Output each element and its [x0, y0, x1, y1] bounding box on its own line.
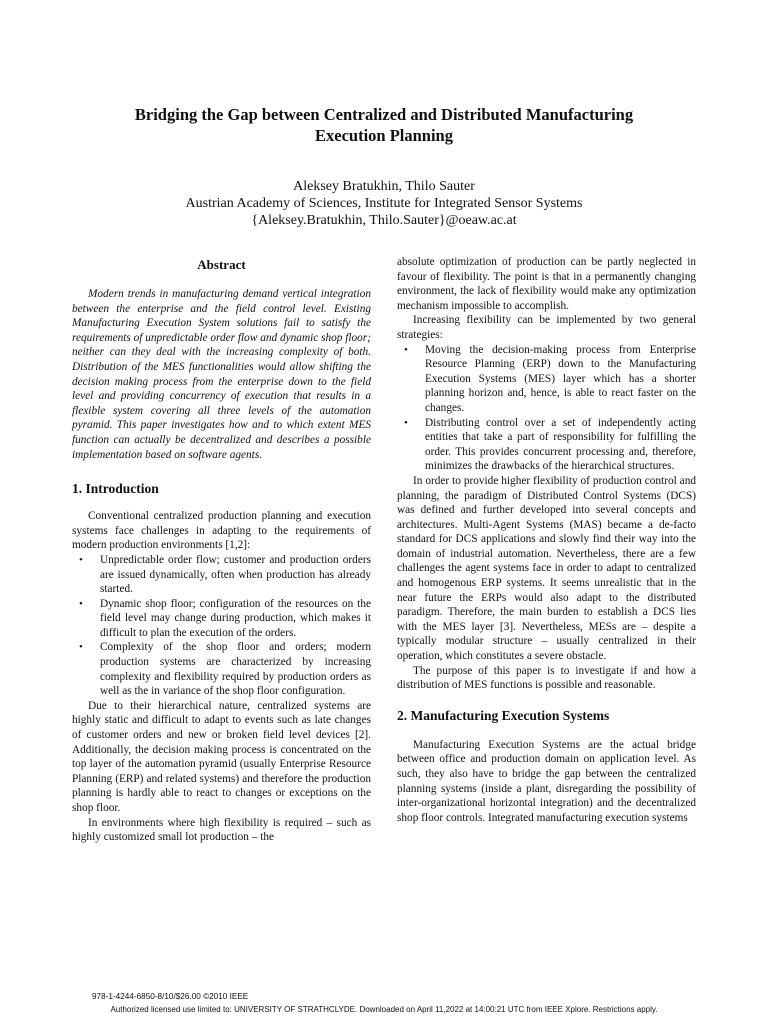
footer-isbn: 978-1-4244-6850-8/10/$26.00 ©2010 IEEE: [92, 992, 249, 1001]
paragraph: The purpose of this paper is to investigate if and how a distribution of MES functions is possible and reasonable.: [397, 664, 696, 692]
bullet-icon: •: [79, 553, 83, 566]
list-item-text: Distributing control over a set of independently acting entities that take a part of responsibility for fulfilling the order. This provides concurrent processing and, therefore, minimizes the drawbacks of the hierarchical structures.: [425, 416, 696, 473]
list-item: [397, 343, 696, 416]
section-heading-introduction: 1. Introduction: [72, 481, 159, 497]
author-emails: {Aleksey.Bratukhin, Thilo.Sauter}@oeaw.ac.at: [251, 213, 517, 228]
abstract-heading: Abstract: [197, 257, 246, 272]
author-names: Aleksey Bratukhin, Thilo Sauter: [293, 179, 475, 194]
bullet-list: [397, 343, 696, 474]
paragraph: In order to provide higher flexibility of production control and planning, the paradigm of Distributed Control Systems (DCS) was defined and further developed into several concepts and architectures. Multi-Agent Systems (MAS) became a de-facto standard for DCS applications and slowly find their way into the domain of industrial automation. Nevertheless, there are a few challenges the agent systems face in order to adapt to centralized and homogenous ERP systems. It seems unrealistic that in the near future the ERPs would also adapt to the distributed paradigm. Therefore, the main burden to establish a DCS lies with the MES layer [3]. Nevertheless, MESs are – despite a typically modular structure – usually centralized in their operation, which constitutes a severe obstacle.: [397, 474, 696, 663]
list-item: [72, 640, 371, 698]
list-item-text: Dynamic shop floor; configuration of the resources on the field level may change during production, which makes it difficult to plan the execution of the orders.: [100, 597, 371, 639]
bullet-icon: •: [79, 641, 83, 654]
author-affiliation: Austrian Academy of Sciences, Institute for Integrated Sensor Systems: [185, 196, 583, 211]
paper-title: [60, 104, 708, 146]
list-item: [72, 597, 371, 641]
paragraph: Conventional centralized production planning and execution systems face challenges in adapting to the requirements of modern production environments [1,2]:: [72, 510, 371, 552]
list-item: [72, 553, 371, 597]
list-item-text: Moving the decision-making process from Enterprise Resource Planning (ERP) down to the Manufacturing Execution Systems (MES) layer which has a shorter planning horizon and, hence, is able to react faster on the changes.: [425, 343, 696, 414]
section-heading-mes: 2. Manufacturing Execution Systems: [397, 707, 610, 723]
paragraph: absolute optimization of production can be partly neglected in favour of flexibility. The point is that in a permanently changing environment, the lack of flexibility would make any optimization mechanism impossible to accomplish.: [397, 256, 696, 312]
footer-license: Authorized licensed use limited to: UNIVERSITY OF STRATHCLYDE. Downloaded on April 11,2022 at 14:00:21 UTC from IEEE Xplore. Restrictions apply.: [110, 1005, 658, 1014]
right-column: [397, 255, 696, 825]
author-block: [60, 178, 708, 229]
title-line-1: Bridging the Gap between Centralized and Distributed Manufacturing: [134, 105, 634, 124]
paragraph: Increasing flexibility can be implemented by two general strategies:: [397, 314, 696, 341]
abstract-text: Modern trends in manufacturing demand vertical integration between the enterprise and the field control level. Existing Manufacturing Execution System solutions fail to satisfy the requirements of unpredictable order flow and dynamic shop floor; neither can they deal with the increasing complexity of both. Distribution of the MES functionalities would allow shifting the decision making process from the enterprise down to the field level and providing concurrency of execution that results in a flexible system covering all three levels of the automation pyramid. This paper investigates how and to which extent MES function can actually be decentralized and describes a possible implementation based on software agents.: [72, 288, 371, 461]
left-column: [72, 255, 371, 845]
list-item-text: Unpredictable order flow; customer and production orders are issued dynamically, often when production has already started.: [100, 553, 371, 596]
paragraph: Manufacturing Execution Systems are the actual bridge between office and production domain on application level. As such, they also have to bridge the gap between the centralized planning systems (inside a plant, disregarding the possibility of inter-organizational horizontal integration) and the decentralized shop floor controls. Integrated manufacturing execution systems: [397, 738, 696, 824]
list-item-text: Complexity of the shop floor and orders; modern production systems are characterized by increasing complexity and flexibility required by production orders as well as the in variance of the shop floor configuration.: [100, 641, 371, 698]
abstract: [72, 287, 371, 462]
bullet-icon: •: [79, 597, 83, 610]
bullet-icon: •: [404, 416, 408, 429]
list-item: [397, 416, 696, 474]
bullet-list: [72, 553, 371, 699]
paragraph: In environments where high flexibility is required – such as highly customized small lot production – the: [72, 816, 371, 844]
bullet-icon: •: [404, 343, 408, 356]
paragraph: Due to their hierarchical nature, centralized systems are highly static and difficult to adapt to events such as late changes of customer orders and new or broken field level devices [2]. Additionally, the decision making process is concentrated on the top layer of the automation pyramid (usually Enterprise Resource Planning (ERP) and related systems) and therefore the production planning is hardly able to react to changes or exceptions on the shop floor.: [72, 699, 371, 814]
title-line-2: Execution Planning: [315, 126, 453, 145]
